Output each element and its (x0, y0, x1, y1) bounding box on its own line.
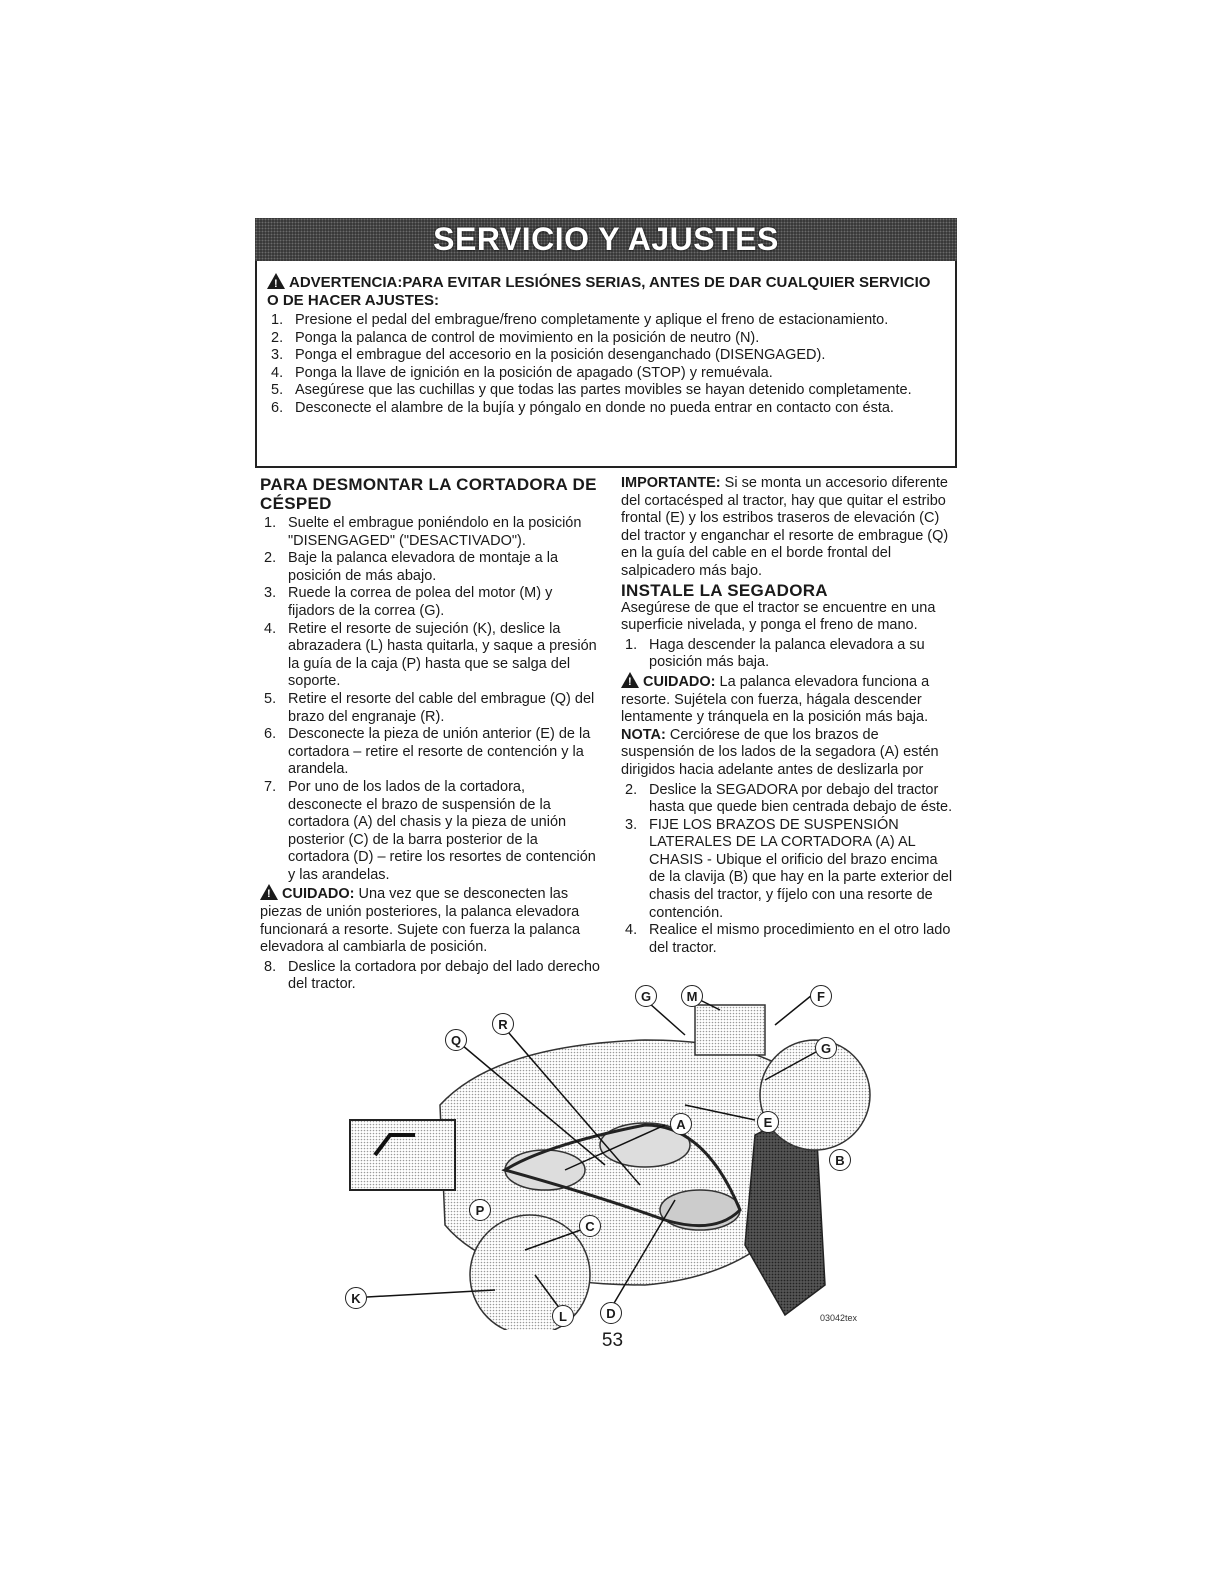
figure-code: 03042tex (820, 1313, 858, 1323)
list-item: 1. Suelte el embrague poniéndolo en la posición "DISENGAGED" ("DESACTIVADO"). (264, 515, 582, 549)
list-item: 3. Ruede la correa de polea del motor (M) y fijadors de la correa (G). (264, 585, 553, 619)
callout-r: R (492, 1013, 514, 1035)
section-heading-remove: PARA DESMONTAR LA CORTADORA DE CÉSPED (260, 475, 597, 513)
section-banner (255, 218, 957, 261)
section-heading-install: INSTALE LA SEGADORA (621, 580, 828, 600)
callout-c: C (579, 1215, 601, 1237)
warning-heading: !ADVERTENCIA:PARA EVITAR LESIÓNES SERIAS, ANTES DE DAR CUALQUIER SERVICIO O DE HACER AJUSTES: (267, 273, 943, 310)
caution-note: !CUIDADO: La palanca elevadora funciona a resorte. Sujétela con fuerza, hágala descender lentamente y tránquela en la posición más baja. (621, 672, 956, 727)
list-item: 6. Desconecte la pieza de unión anterior (E) de la cortadora – retire el resorte de contención y la arandela. (264, 726, 591, 778)
warning-triangle-icon (260, 884, 278, 900)
list-item: 2. Deslice la SEGADORA por debajo del tractor hasta que quede bien centrada debajo de éste. (625, 781, 953, 816)
callout-l: L (552, 1305, 574, 1327)
list-item: 5. Retire el resorte del cable del embrague (Q) del brazo del engranaje (R). (264, 690, 595, 725)
list-item: 7. Por uno de los lados de la cortadora, desconecte el brazo de suspensión de la cortadora (A) del chasis y la pieza de unión posterior (C) de la barra posterior de la cortadora (D) – retire los resortes de contención y las arandelas. (264, 778, 596, 883)
list-item: 3. Ponga el embrague del accesorio en la posición desenganchado (DISENGAGED). (271, 347, 826, 364)
callout-b: B (829, 1149, 851, 1171)
important-note: IMPORTANTE: Si se monta un accesorio diferente del cortacésped al tractor, hay que quitar el estribo frontal (E) y los estribos traseros de elevación (C) del tractor y enganchar el resorte de embrague (Q) en la guía del cable en el borde frontal del salpicadero más bajo. (621, 475, 949, 579)
list-item: 8. Deslice la cortadora por debajo del lado derecho del tractor. (264, 958, 600, 993)
callout-g-top: G (635, 985, 657, 1007)
callout-p: P (469, 1199, 491, 1221)
install-steps-cont (621, 782, 956, 958)
warning-triangle-icon (621, 672, 639, 688)
list-item: 6. Desconecte el alambre de la bujía y póngalo en donde no pueda entrar en contacto con ésta. (271, 399, 894, 416)
mower-deck-drawing (345, 985, 885, 1330)
caution-note: !CUIDADO: Una vez que se desconecten las piezas de unión posteriores, la palanca elevadora funcionará a resorte. Sujete con fuerza la palanca elevadora al cambiarla de posición. (260, 884, 602, 956)
list-item: 1. Haga descender la palanca elevadora a su posición más baja. (625, 636, 925, 671)
page-number: 53 (601, 1330, 624, 1351)
install-steps (621, 637, 956, 672)
nota-note: NOTA: Cerciórese de que los brazos de suspensión de los lados de la segadora (A) estén dirigidos hacia adelante antes de deslizarla por (621, 726, 939, 778)
callout-e: E (757, 1111, 779, 1133)
warning-box (255, 261, 957, 468)
list-item: 4. Retire el resorte de sujeción (K), deslice la abrazadera (L) hasta quitarla, y saque a presión la guía de la caja (P) hasta que se salga del soporte. (264, 620, 597, 690)
callout-a: A (670, 1113, 692, 1135)
list-item: 4. Ponga la llave de ignición en la posición de apagado (STOP) y remuévala. (271, 364, 773, 381)
list-item: 2. Ponga la palanca de control de movimiento en la posición de neutro (N). (271, 329, 760, 346)
list-item: 4. Realice el mismo procedimiento en el otro lado del tractor. (625, 922, 951, 956)
right-column (621, 475, 956, 957)
list-item: 3. FIJE LOS BRAZOS DE SUSPENSIÓN LATERALES DE LA CORTADORA (A) AL CHASIS - Ubique el orificio del brazo encima de la clavija (B) que hay en la parte exterior del chasis del tractor, y fíjelo con una resorte de contención. (625, 816, 953, 921)
list-item: 5. Asegúrese que las cuchillas y que todas las partes movibles se hayan detenido completamente. (271, 382, 912, 399)
page-title: SERVICIO Y AJUSTES (433, 221, 779, 257)
mower-deck-illustration (345, 985, 885, 1330)
list-item: 1. Presione el pedal del embrague/freno completamente y aplique el freno de estacionamiento. (271, 312, 889, 328)
warning-list (267, 312, 943, 418)
callout-f: F (810, 985, 832, 1007)
callout-g-right: G (815, 1037, 837, 1059)
callout-d: D (600, 1302, 622, 1324)
left-column (260, 475, 602, 994)
remove-steps (260, 515, 602, 884)
install-intro: Asegúrese de que el tractor se encuentre en una superficie nivelada, y ponga el freno de mano. (621, 599, 936, 634)
callout-k: K (345, 1287, 367, 1309)
warning-triangle-icon (267, 273, 285, 289)
list-item: 2. Baje la palanca elevadora de montaje a la posición de más abajo. (264, 550, 559, 584)
callout-m: M (681, 985, 703, 1007)
callout-q: Q (445, 1029, 467, 1051)
